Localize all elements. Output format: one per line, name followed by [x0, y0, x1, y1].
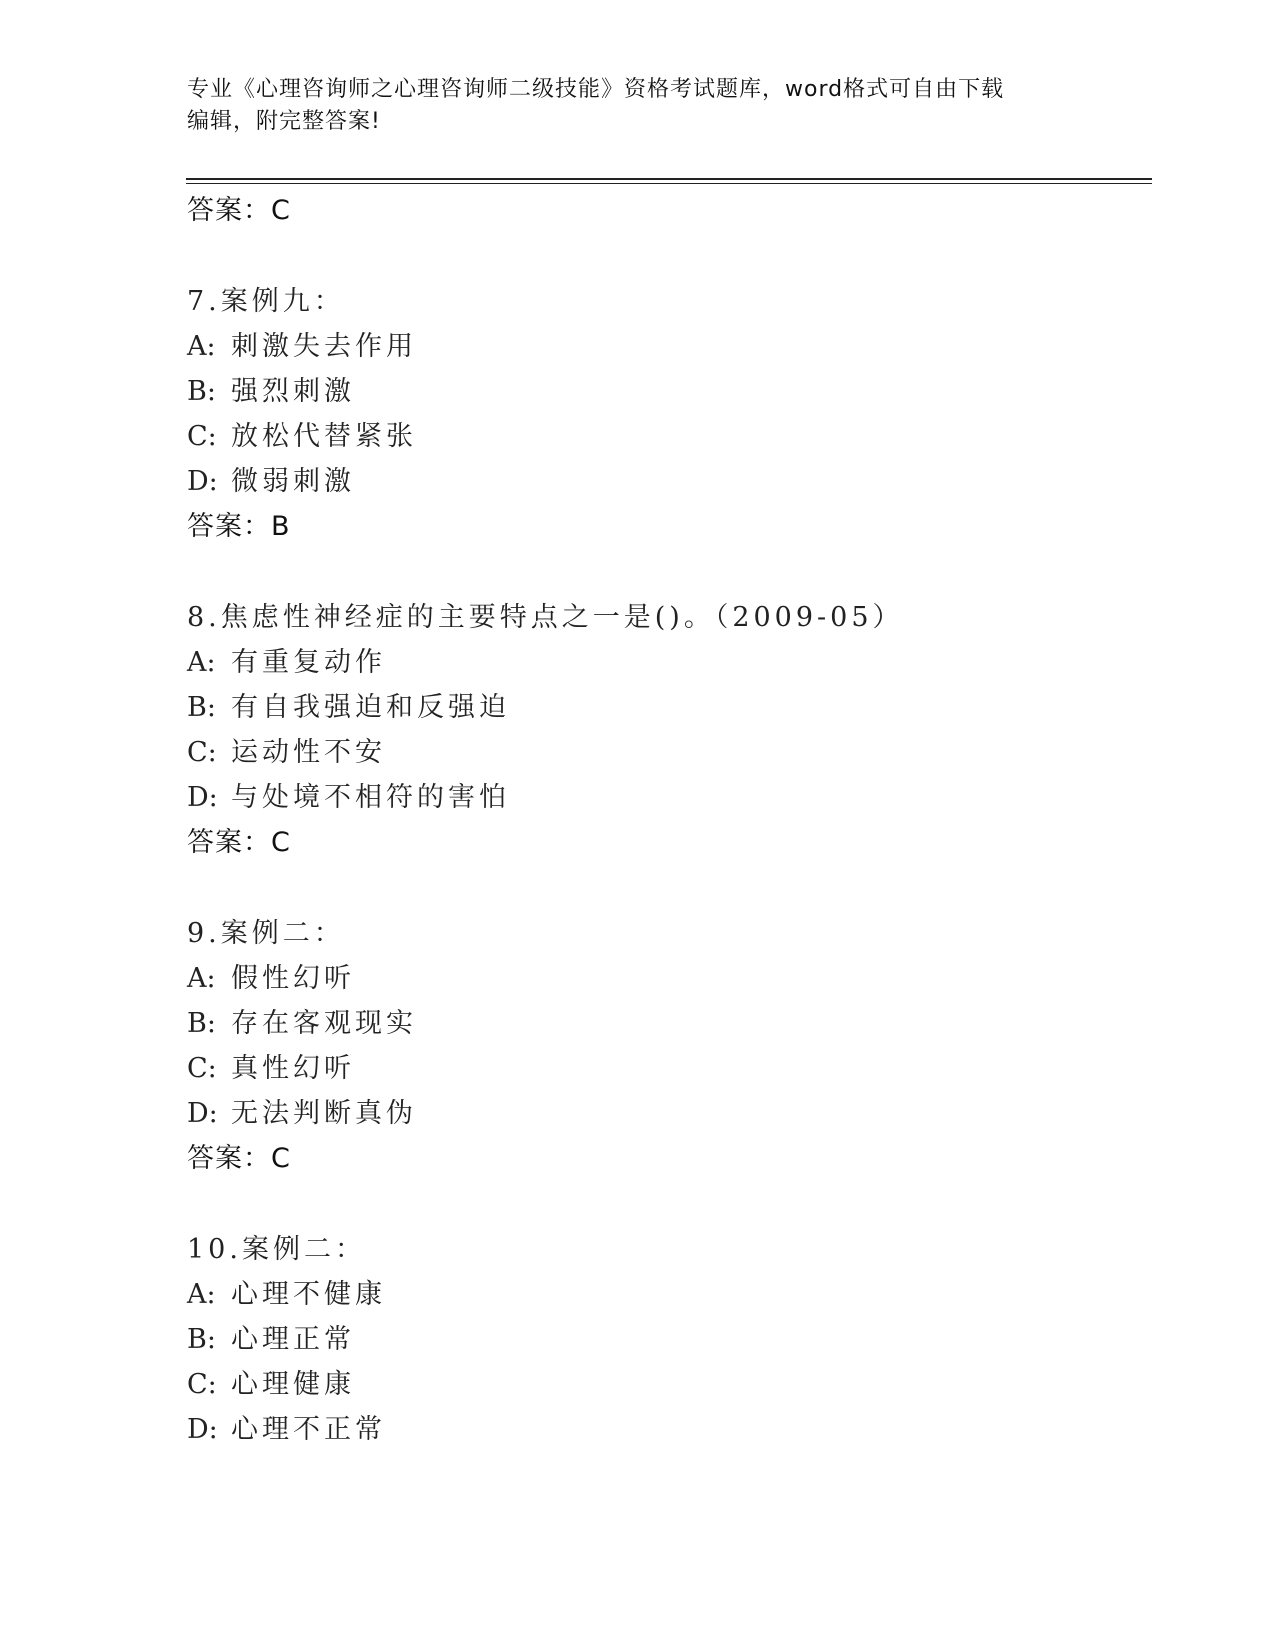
option-a	[187, 324, 1147, 369]
option-a	[187, 956, 1147, 1001]
option-key: C:	[187, 421, 217, 452]
option-a	[187, 640, 1147, 685]
option-key: B:	[187, 1008, 216, 1039]
question-stem: 7.案例九：	[187, 286, 345, 317]
option-key: D:	[187, 782, 218, 813]
option-text: 微弱刺激	[231, 466, 355, 497]
option-text: 心理不正常	[231, 1414, 386, 1445]
option-text: 强烈刺激	[231, 376, 355, 407]
option-b	[187, 1317, 1147, 1362]
option-text: 放松代替紧张	[231, 421, 417, 452]
option-key: B:	[187, 1324, 216, 1355]
question-stem: 8.焦虑性神经症的主要特点之一是()。（2009-05）	[187, 602, 904, 633]
header-line-1: 专业《心理咨询师之心理咨询师二级技能》资格考试题库，word格式可自由下载	[187, 77, 1005, 102]
option-key: D:	[187, 1098, 218, 1129]
option-key: A:	[187, 331, 216, 362]
question-9	[187, 911, 1147, 1182]
option-text: 有自我强迫和反强迫	[231, 692, 510, 723]
option-text: 假性幻听	[231, 963, 355, 994]
option-key: D:	[187, 1414, 218, 1445]
option-key: B:	[187, 376, 216, 407]
option-d	[187, 1407, 1147, 1452]
option-key: A:	[187, 647, 216, 678]
document-header	[187, 74, 1067, 138]
answer: 答案：C	[187, 827, 291, 858]
option-c	[187, 414, 1147, 459]
option-d	[187, 1091, 1147, 1136]
option-b	[187, 369, 1147, 414]
option-d	[187, 775, 1147, 820]
answer: 答案：C	[187, 1143, 291, 1174]
answer-previous: 答案：C	[187, 195, 291, 226]
option-text: 运动性不安	[231, 737, 386, 768]
option-text: 心理正常	[231, 1324, 355, 1355]
spacer	[187, 1182, 1147, 1227]
option-d	[187, 459, 1147, 504]
option-c	[187, 1046, 1147, 1091]
option-b	[187, 1001, 1147, 1046]
option-a	[187, 1272, 1147, 1317]
option-c	[187, 730, 1147, 775]
question-stem: 10.案例二：	[187, 1234, 366, 1265]
option-key: A:	[187, 1279, 216, 1310]
option-key: C:	[187, 1053, 217, 1084]
option-b	[187, 685, 1147, 730]
option-c	[187, 1362, 1147, 1407]
option-key: D:	[187, 466, 218, 497]
question-10	[187, 1227, 1147, 1452]
option-text: 刺激失去作用	[231, 331, 417, 362]
spacer	[187, 866, 1147, 911]
option-key: C:	[187, 737, 217, 768]
option-text: 存在客观现实	[231, 1008, 417, 1039]
option-key: C:	[187, 1369, 217, 1400]
option-text: 有重复动作	[231, 647, 386, 678]
option-key: A:	[187, 963, 216, 994]
option-text: 心理不健康	[231, 1279, 386, 1310]
option-text: 真性幻听	[231, 1053, 355, 1084]
option-text: 无法判断真伪	[231, 1098, 417, 1129]
spacer	[187, 550, 1147, 595]
question-7	[187, 279, 1147, 550]
spacer	[187, 234, 1147, 279]
header-divider	[186, 178, 1152, 184]
question-stem: 9.案例二：	[187, 918, 345, 949]
option-key: B:	[187, 692, 216, 723]
question-8	[187, 595, 1147, 866]
question-list	[187, 188, 1147, 1452]
option-text: 心理健康	[231, 1369, 355, 1400]
header-line-2: 编辑，附完整答案!	[187, 109, 381, 134]
answer: 答案：B	[187, 511, 291, 542]
option-text: 与处境不相符的害怕	[231, 782, 510, 813]
